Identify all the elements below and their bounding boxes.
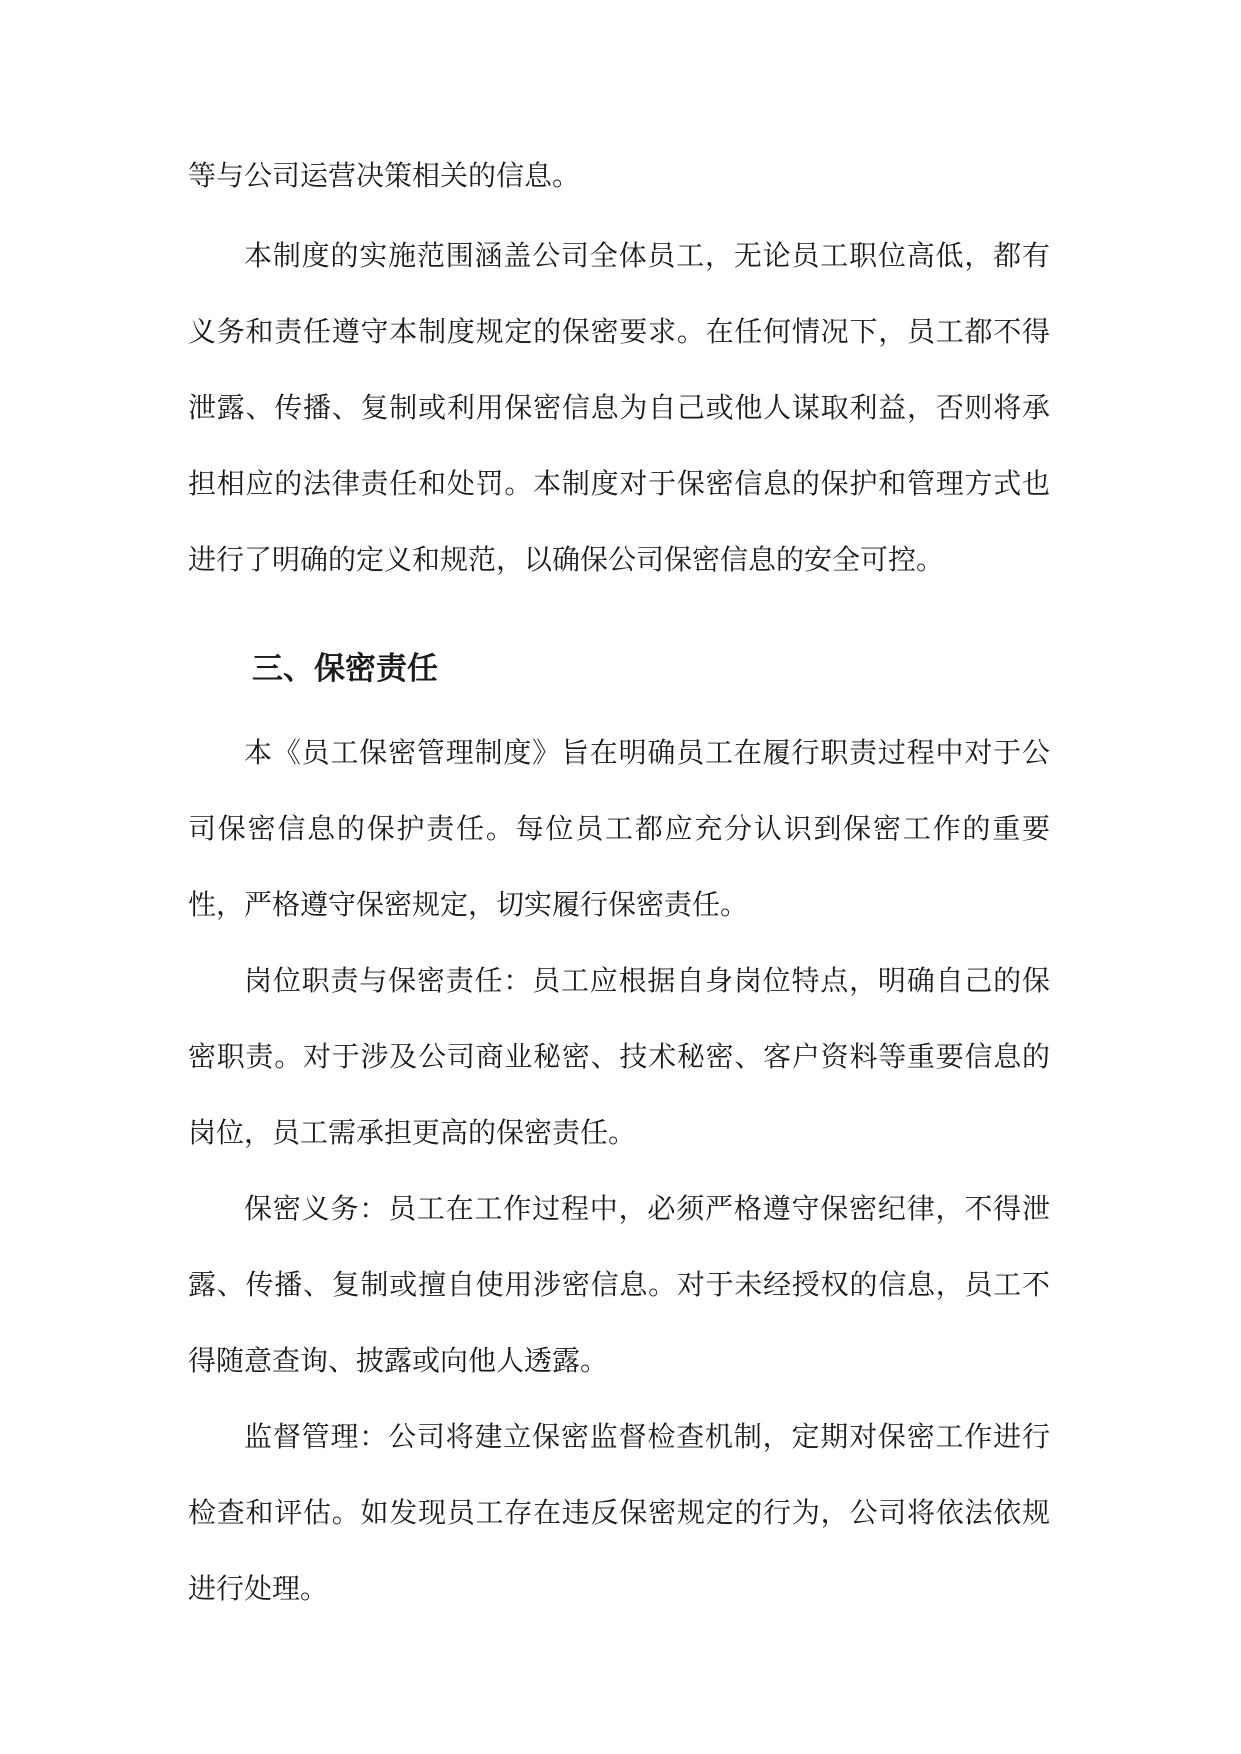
document-body bbox=[188, 138, 1050, 1627]
paragraph-position-duty: 岗位职责与保密责任：员工应根据自身岗位特点，明确自己的保密职责。对于涉及公司商业秘密、技术秘密、客户资料等重要信息的岗位，员工需承担更高的保密责任。 bbox=[188, 964, 1050, 1149]
paragraph-scope: 本制度的实施范围涵盖公司全体员工，无论员工职位高低，都有义务和责任遵守本制度规定的保密要求。在任何情况下，员工都不得泄露、传播、复制或利用保密信息为自己或他人谋取利益，否则将承担相应的法律责任和处罚。本制度对于保密信息的保护和管理方式也进行了明确的定义和规范，以确保公司保密信息的安全可控。 bbox=[188, 239, 1050, 576]
paragraph-confidentiality-obligation: 保密义务：员工在工作过程中，必须严格遵守保密纪律，不得泄露、传播、复制或擅自使用涉密信息。对于未经授权的信息，员工不得随意查询、披露或向他人透露。 bbox=[188, 1192, 1050, 1377]
paragraph-supervision: 监督管理：公司将建立保密监督检查机制，定期对保密工作进行检查和评估。如发现员工存在违反保密规定的行为，公司将依法依规进行处理。 bbox=[188, 1420, 1050, 1605]
section-heading: 三、保密责任 bbox=[252, 651, 438, 687]
paragraph-responsibility-intro: 本《员工保密管理制度》旨在明确员工在履行职责过程中对于公司保密信息的保护责任。每位员工都应充分认识到保密工作的重要性，严格遵守保密规定，切实履行保密责任。 bbox=[188, 736, 1050, 921]
paragraph-continuation: 等与公司运营决策相关的信息。 bbox=[188, 159, 581, 192]
